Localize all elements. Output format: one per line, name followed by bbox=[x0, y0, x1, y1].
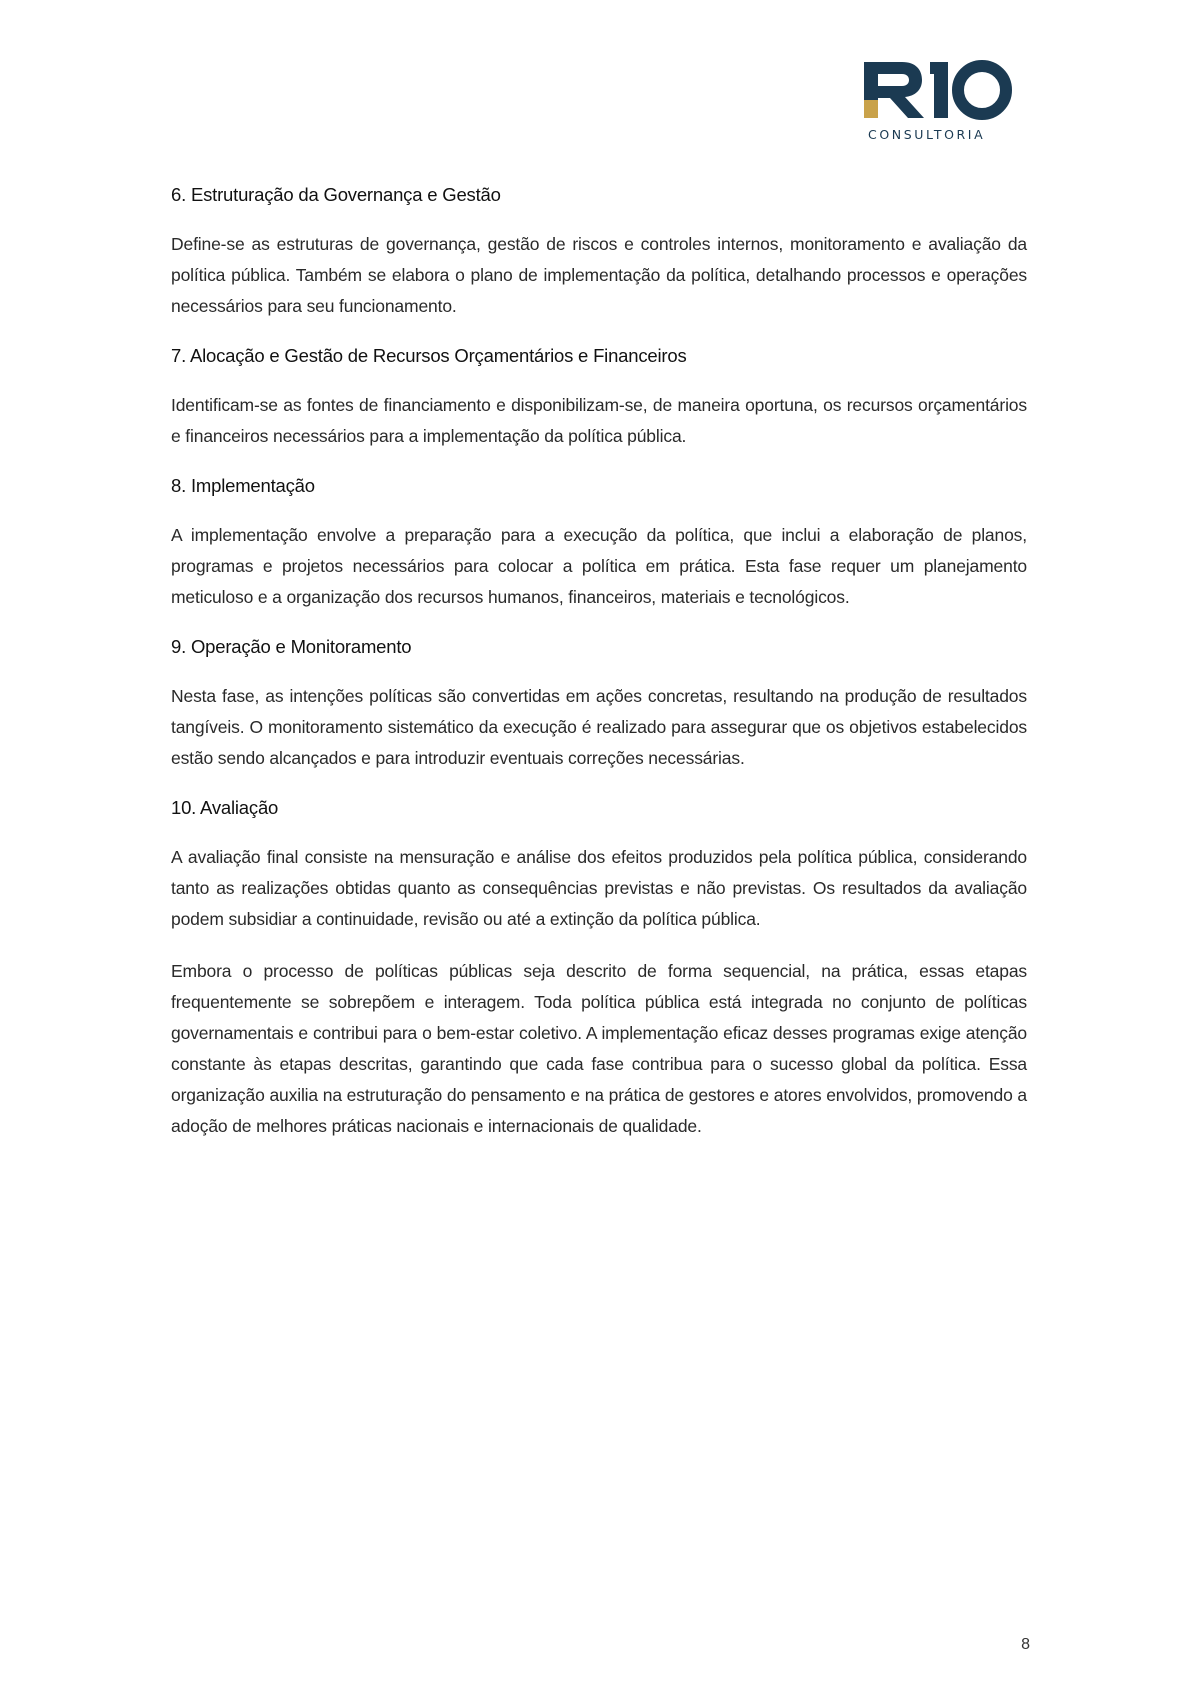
section-8 bbox=[171, 473, 1027, 613]
paragraph: Define-se as estruturas de governança, gestão de riscos e controles internos, monitoramento e avaliação da política pública. Também se elabora o plano de implementação da política, detalhando processos e operações necessários para seu funcionamento. bbox=[171, 234, 1027, 316]
document-body bbox=[171, 182, 1027, 1163]
section-title: 6. Estruturação da Governança e Gestão bbox=[171, 184, 501, 205]
section-7 bbox=[171, 343, 1027, 452]
paragraph: A avaliação final consiste na mensuração e análise dos efeitos produzidos pela política pública, considerando tanto as realizações obtidas quanto as consequências previstas e não previstas. Os resultados da avaliação podem subsidiar a continuidade, revisão ou até a extinção da política pública. bbox=[171, 847, 1027, 929]
section-title: 9. Operação e Monitoramento bbox=[171, 636, 412, 657]
logo-subtitle: CONSULTORIA bbox=[868, 127, 986, 142]
page-number: 8 bbox=[1021, 1636, 1030, 1653]
section-title: 10. Avaliação bbox=[171, 797, 279, 818]
section-9 bbox=[171, 634, 1027, 774]
section-6 bbox=[171, 182, 1027, 322]
section-10 bbox=[171, 795, 1027, 1142]
paragraph: Nesta fase, as intenções políticas são convertidas em ações concretas, resultando na produção de resultados tangíveis. O monitoramento sistemático da execução é realizado para assegurar que os objetivos estabelecidos estão sendo alcançados e para introduzir eventuais correções necessárias. bbox=[171, 686, 1027, 768]
paragraph: A implementação envolve a preparação para a execução da política, que inclui a elaboração de planos, programas e projetos necessários para colocar a política em prática. Esta fase requer um planejamento meticuloso e a organização dos recursos humanos, financeiros, materiais e tecnológicos. bbox=[171, 525, 1027, 607]
logo-mark-icon bbox=[862, 60, 1012, 120]
section-title: 7. Alocação e Gestão de Recursos Orçamentários e Financeiros bbox=[171, 345, 687, 366]
section-title: 8. Implementação bbox=[171, 475, 315, 496]
paragraph: Embora o processo de políticas públicas seja descrito de forma sequencial, na prática, essas etapas frequentemente se sobrepõem e interagem. Toda política pública está integrada no conjunto de políticas governamentais e contribui para o bem-estar coletivo. A implementação eficaz desses programas exige atenção constante às etapas descritas, garantindo que cada fase contribua para o sucesso global da política. Essa organização auxilia na estruturação do pensamento e na prática de gestores e atores envolvidos, promovendo a adoção de melhores práticas nacionais e internacionais de qualidade. bbox=[171, 961, 1027, 1136]
paragraph: Identificam-se as fontes de financiamento e disponibilizam-se, de maneira oportuna, os recursos orçamentários e financeiros necessários para a implementação da política pública. bbox=[171, 395, 1027, 446]
